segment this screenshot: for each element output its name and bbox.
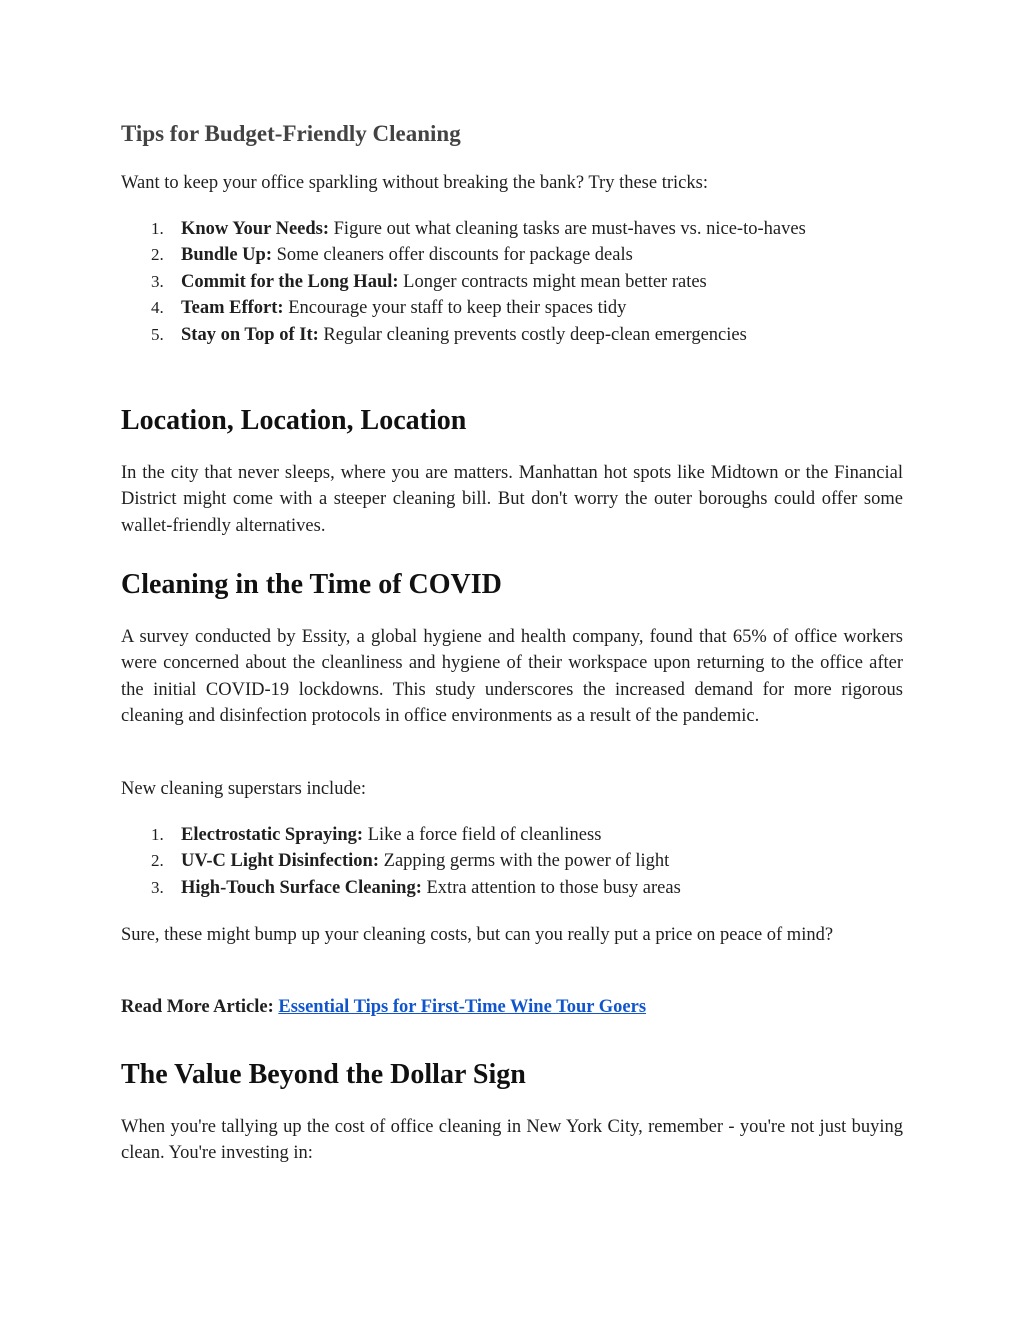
list-number: 2. xyxy=(151,245,164,265)
list-item-text: Longer contracts might mean better rates xyxy=(398,271,707,292)
read-more-label: Read More Article: xyxy=(121,997,274,1017)
list-item-text: Zapping germs with the power of light xyxy=(379,851,670,872)
list-number: 4. xyxy=(151,298,164,318)
list-item xyxy=(121,822,903,848)
list-item-title: Team Effort: xyxy=(181,298,284,319)
tips-heading: Tips for Budget-Friendly Cleaning xyxy=(121,121,461,146)
list-item-title: High-Touch Surface Cleaning: xyxy=(181,877,422,898)
list-item-title: UV-C Light Disinfection: xyxy=(181,851,380,872)
list-item-title: Electrostatic Spraying: xyxy=(181,825,364,845)
list-item xyxy=(121,269,903,295)
list-number: 3. xyxy=(151,271,164,291)
location-heading: Location, Location, Location xyxy=(121,405,467,436)
list-item-title: Commit for the Long Haul: xyxy=(181,271,399,292)
list-number: 1. xyxy=(151,825,164,844)
list-item-text: Like a force field of cleanliness xyxy=(363,825,602,845)
covid-paragraph: A survey conducted by Essity, a global hygiene and health company, found that 65% of office workers were concerned about the cleanliness and hygiene of their workspace upon returning to the office after the initial COVID-19 lockdowns. This study underscores the increased demand for more rigorous cleaning and disinfection protocols in office environments as a result of the pandemic. xyxy=(121,627,903,727)
list-item xyxy=(121,875,903,901)
tips-list xyxy=(121,216,903,348)
list-item xyxy=(121,295,903,321)
value-paragraph: When you're tallying up the cost of office cleaning in New York City, remember - you're not just buying clean. You're investing in: xyxy=(121,1117,903,1164)
tips-intro: Want to keep your office sparkling without breaking the bank? Try these tricks: xyxy=(121,173,708,193)
value-heading: The Value Beyond the Dollar Sign xyxy=(121,1059,526,1090)
covid-heading: Cleaning in the Time of COVID xyxy=(121,569,502,600)
list-number: 1. xyxy=(151,219,164,238)
read-more-line xyxy=(121,994,903,1020)
list-item-text: Extra attention to those busy areas xyxy=(421,877,681,898)
list-number: 5. xyxy=(151,324,164,344)
list-item-title: Bundle Up: xyxy=(181,245,272,266)
list-item-title: Know Your Needs: xyxy=(181,219,330,239)
list-item xyxy=(121,242,903,268)
list-item xyxy=(121,216,903,242)
list-item-text: Regular cleaning prevents costly deep-clean emergencies xyxy=(318,324,747,345)
list-item-text: Some cleaners offer discounts for package deals xyxy=(272,245,633,266)
read-more-link[interactable]: Essential Tips for First-Time Wine Tour Goers xyxy=(278,997,647,1017)
list-item-text: Figure out what cleaning tasks are must-haves vs. nice-to-haves xyxy=(329,219,806,239)
location-paragraph: In the city that never sleeps, where you are matters. Manhattan hot spots like Midtown or the Financial District might come with a steeper cleaning bill. But don't worry the outer boroughs could offer some wallet-friendly alternatives. xyxy=(121,463,903,536)
list-item-title: Stay on Top of It: xyxy=(181,324,319,345)
list-item xyxy=(121,848,903,874)
superstars-list xyxy=(121,822,903,901)
list-item xyxy=(121,322,903,348)
superstars-intro: New cleaning superstars include: xyxy=(121,779,367,799)
list-item-text: Encourage your staff to keep their spaces tidy xyxy=(283,298,627,319)
list-number: 2. xyxy=(151,851,164,871)
list-number: 3. xyxy=(151,877,164,897)
covid-closing: Sure, these might bump up your cleaning costs, but can you really put a price on peace of mind? xyxy=(121,925,834,945)
